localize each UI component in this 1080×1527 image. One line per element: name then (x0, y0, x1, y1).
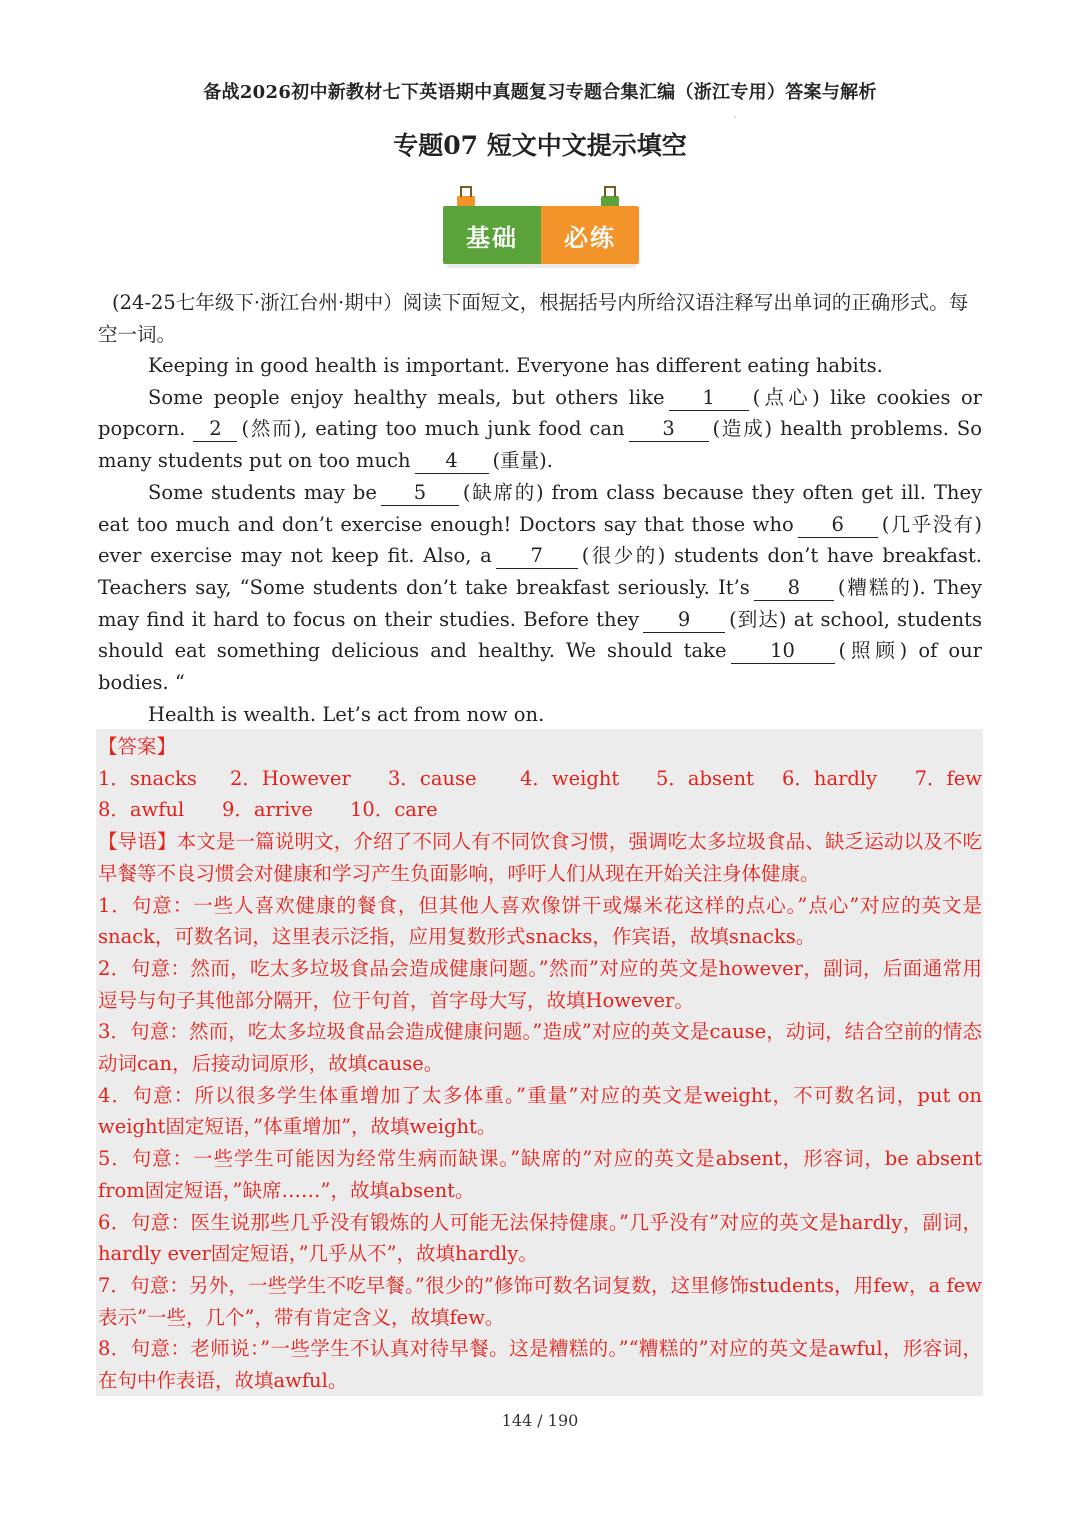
badge-left-text: 基础 (443, 206, 541, 264)
blank-2[interactable]: 2 (193, 417, 237, 442)
answer-item: 4．weight (520, 766, 620, 790)
answer-item: 5．absent (656, 766, 754, 790)
blank-7[interactable]: 7 (496, 544, 578, 569)
explanation-5: 5．句意：一些学生可能因为经常生病而缺课。”缺席的”对应的英文是absent，形容词，be absent from固定短语，”缺席……”，故填absent。 (98, 1147, 982, 1202)
explanation-8: 8．句意：老师说：”一些学生不认真对待早餐。这是糟糕的。”“糟糕的”对应的英文是awful，形容词，在句中作表语，故填awful。 (98, 1337, 982, 1393)
answer-heading: 【答案】 (98, 735, 177, 758)
explanation-3: 3．句意：然而，吃太多垃圾食品会造成健康问题。”造成”对应的英文是cause，动词，结合空前的情态动词can，后接动词原形，故填cause。 (98, 1020, 982, 1076)
answer-section (98, 730, 982, 1397)
scan-mark: ' (734, 115, 737, 124)
explanation-4: 4．句意：所以很多学生体重增加了太多体重。”重量”对应的英文是weight，不可数名词，put on weight固定短语，”体重增加”，故填weight。 (98, 1083, 982, 1139)
passage-paragraph-1: Keeping in good health is important. Everyone has different eating habits. (148, 354, 883, 377)
question-instruction: (24-25七年级下·浙江台州·期中）阅读下面短文，根据括号内所给汉语注释写出单词的正确形式。每空一词。 (98, 291, 969, 346)
answer-item: 3．cause (388, 766, 477, 790)
guide-paragraph: 【导语】本文是一篇说明文，介绍了不同人有不同饮食习惯，强调吃太多垃圾食品、缺乏运动以及不吃早餐等不良习惯会对健康和学习产生负面影响，呼吁人们从现在开始关注身体健康。 (98, 830, 982, 885)
passage-paragraph-4: Health is wealth. Let’s act from now on. (148, 702, 545, 726)
answer-item: 2．However (230, 766, 351, 790)
answer-item: 8．awful (98, 798, 185, 822)
answer-item: 6．hardly (782, 766, 878, 790)
answer-item: 10．care (350, 798, 438, 822)
basic-practice-badge (443, 184, 639, 268)
explanation-2: 2．句意：然而，吃太多垃圾食品会造成健康问题。”然而”对应的英文是however，副词，后面通常用逗号与句子其他部分隔开，位于句首，首字母大写，故填However。 (98, 956, 982, 1012)
page-number: 144 / 190 (501, 1411, 579, 1430)
passage-paragraph-2: Some people enjoy healthy meals, but others like 1 (点心) like cookies or popcorn. 2 (然而), eating too much junk food can 3 (造成) health problems. So many students put on too much 4 (重量). (98, 385, 983, 473)
answer-list-row-2 (98, 794, 982, 826)
answer-item: 1．snacks (98, 766, 197, 790)
blank-8[interactable]: 8 (754, 576, 834, 601)
blank-4[interactable]: 4 (415, 449, 489, 474)
answer-list-row-1 (98, 763, 982, 795)
answer-item: 9．arrive (222, 798, 313, 822)
blank-9[interactable]: 9 (643, 608, 725, 633)
blank-5[interactable]: 5 (381, 481, 459, 506)
document-title: 备战2026初中新教材七下英语期中真题复习专题合集汇编（浙江专用）答案与解析 (203, 82, 877, 103)
explanation-6: 6．句意：医生说那些几乎没有锻炼的人可能无法保持健康。”几乎没有”对应的英文是hardly，副词，hardly ever固定短语，”几乎从不”，故填hardly。 (98, 1210, 982, 1266)
blank-1[interactable]: 1 (669, 386, 749, 411)
badge-right-text: 必练 (541, 206, 639, 264)
blank-3[interactable]: 3 (629, 417, 709, 442)
topic-title: 专题07 短文中文提示填空 (393, 131, 687, 160)
blank-10[interactable]: 10 (731, 639, 835, 664)
passage-paragraph-3: Some students may be 5 (缺席的) from class because they often get ill. They eat too much and don’t exercise enough! Doctors say that those who 6 (几乎没有) ever exercise may not keep fit. Also, a 7 (很少的) students don’t have breakfast. Teachers say, “Some students don’t take breakfast seriously. It’s 8 (糟糕的). They may find it hard to focus on their studies. Before they 9 (到达) at school, students should eat something delicious and healthy. We should take 10 (照顾) of our bodies. “ (98, 480, 983, 695)
explanation-7: 7．句意：另外，一些学生不吃早餐。”很少的”修饰可数名词复数，这里修饰students，用few，a few表示”一些，几个”，带有肯定含义，故填few。 (98, 1273, 982, 1329)
passage (98, 350, 982, 730)
blank-6[interactable]: 6 (798, 513, 878, 538)
explanation-1: 1．句意：一些人喜欢健康的餐食，但其他人喜欢像饼干或爆米花这样的点心。”点心”对应的英文是snack，可数名词，这里表示泛指，应用复数形式snacks，作宾语，故填snacks。 (98, 893, 982, 949)
answer-item: 7．few (914, 766, 982, 790)
